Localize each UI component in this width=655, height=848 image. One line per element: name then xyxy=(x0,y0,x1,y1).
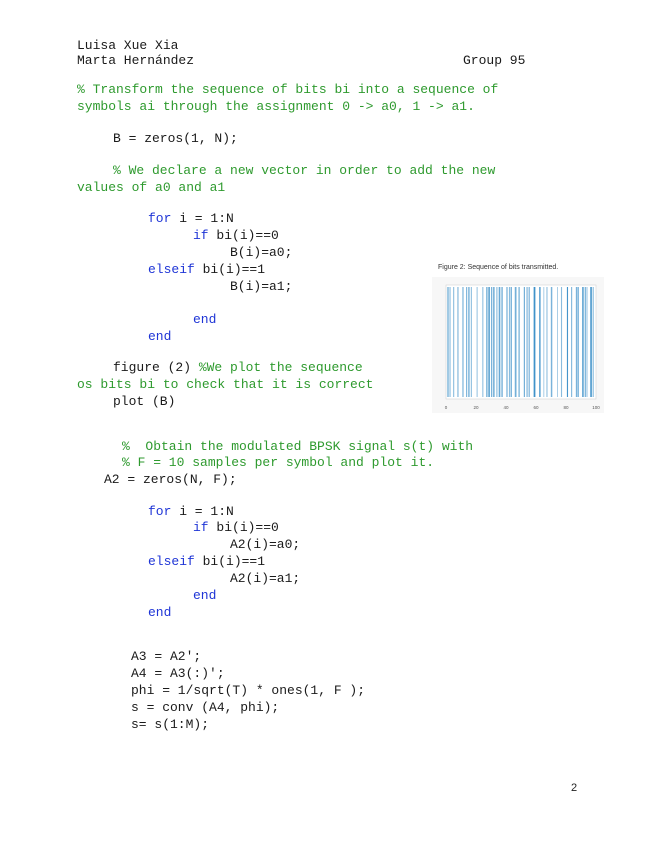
x-tick-label: 0 xyxy=(444,405,448,410)
keyword-end-if-2: end xyxy=(193,588,217,603)
keyword-for: for xyxy=(148,211,172,226)
keyword-elseif: elseif xyxy=(148,554,195,569)
keyword-end-if-1: end xyxy=(193,312,217,327)
code-phi: phi = 1/sqrt(T) * ones(1, F ); xyxy=(131,683,366,698)
comment-declare-1: % We declare a new vector in order to add the new xyxy=(113,163,496,178)
code-if-2 xyxy=(193,520,279,536)
keyword-end-for-2: end xyxy=(148,605,172,620)
for-range: i = 1:N xyxy=(171,211,234,226)
code-s-truncate: s= s(1:M); xyxy=(131,717,210,732)
code-a3: A3 = A2'; xyxy=(131,649,202,664)
x-tick-label: 100 xyxy=(592,405,600,410)
code-s-conv: s = conv (A4, phi); xyxy=(131,700,280,715)
bit-sequence-plot xyxy=(432,277,604,413)
code-a4: A4 = A3(:)'; xyxy=(131,666,225,681)
elseif-condition: bi(i)==1 xyxy=(194,554,266,569)
page-number: 2 xyxy=(571,782,578,794)
code-figure xyxy=(113,360,363,376)
figure-comment-cont: os bits bi to check that it is correct xyxy=(77,377,374,392)
code-a2-zeros: A2 = zeros(N, F); xyxy=(104,472,237,487)
elseif-condition: bi(i)==1 xyxy=(194,262,266,277)
keyword-for: for xyxy=(148,504,172,519)
x-tick-label: 80 xyxy=(563,405,569,410)
if-condition: bi(i)==0 xyxy=(208,520,279,535)
code-elseif-1 xyxy=(148,262,265,278)
bit-sequence-figure xyxy=(432,277,604,413)
code-b-assign-a0: B(i)=a0; xyxy=(230,245,293,260)
x-tick-label: 40 xyxy=(503,405,509,410)
author-line-2: Marta Hernández xyxy=(77,53,195,68)
code-a2-assign-a0: A2(i)=a0; xyxy=(230,537,301,552)
code-b-zeros: B = zeros(1, N); xyxy=(113,131,238,146)
code-b-assign-a1: B(i)=a1; xyxy=(230,279,293,294)
code-for-2 xyxy=(148,504,234,520)
code-plot: plot (B) xyxy=(113,394,176,409)
keyword-if: if xyxy=(193,520,209,535)
author-line-1: Luisa Xue Xia xyxy=(77,38,179,53)
comment-transform-2: symbols ai through the assignment 0 -> a0, 1 -> a1. xyxy=(77,99,475,114)
figure-caption: Figure 2: Sequence of bits transmitted. xyxy=(438,264,559,271)
keyword-if: if xyxy=(193,228,209,243)
x-tick-label: 20 xyxy=(473,405,479,410)
for-range: i = 1:N xyxy=(171,504,234,519)
code-if-1 xyxy=(193,228,279,244)
figure-call: figure (2) xyxy=(113,360,199,375)
comment-declare-2: values of a0 and a1 xyxy=(77,180,226,195)
x-tick-label: 60 xyxy=(533,405,539,410)
comment-bpsk-2: % F = 10 samples per symbol and plot it. xyxy=(122,455,435,470)
code-a2-assign-a1: A2(i)=a1; xyxy=(230,571,301,586)
figure-comment: %We plot the sequence xyxy=(198,360,363,375)
comment-transform-1: % Transform the sequence of bits bi into a sequence of xyxy=(77,82,499,97)
code-for-1 xyxy=(148,211,234,227)
group-label: Group 95 xyxy=(463,53,526,68)
code-elseif-2 xyxy=(148,554,265,570)
comment-bpsk-1: % Obtain the modulated BPSK signal s(t) with xyxy=(122,439,474,454)
keyword-end-for-1: end xyxy=(148,329,172,344)
keyword-elseif: elseif xyxy=(148,262,195,277)
if-condition: bi(i)==0 xyxy=(208,228,279,243)
